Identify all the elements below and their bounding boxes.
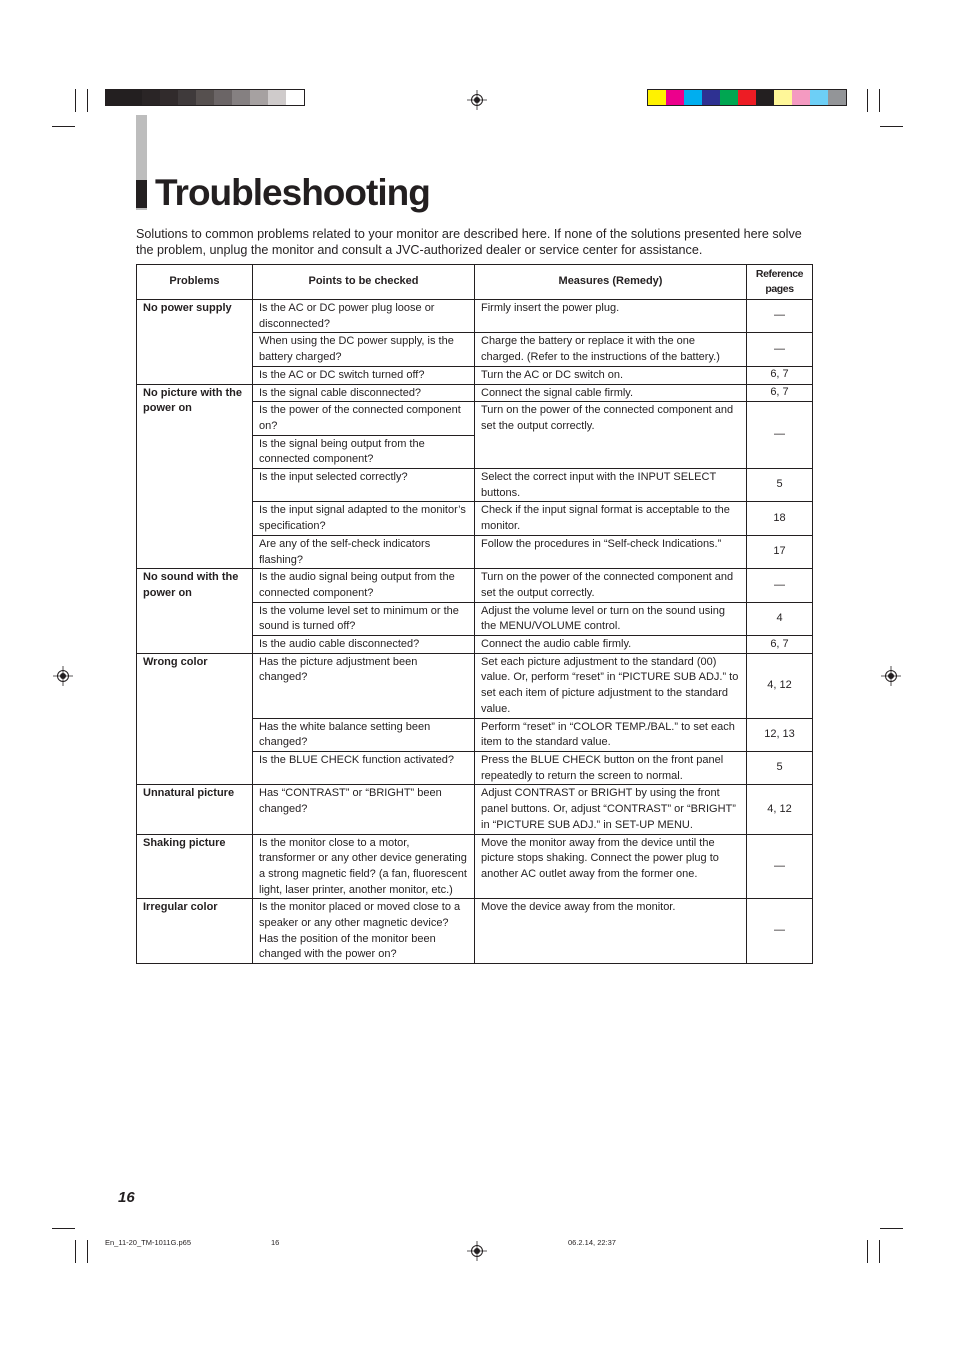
measure-cell: Connect the audio cable firmly. <box>475 636 747 654</box>
reference-cell: 4 <box>747 602 813 635</box>
point-cell: When using the DC power supply, is the battery charged? <box>253 333 475 366</box>
page-number: 16 <box>118 1189 135 1206</box>
reference-cell: — <box>747 300 813 333</box>
grayscale-swatch <box>178 90 196 105</box>
grayscale-swatch <box>106 90 124 105</box>
grayscale-swatch <box>214 90 232 105</box>
reference-cell: 6, 7 <box>747 636 813 654</box>
crop-mark <box>75 1240 76 1263</box>
color-swatch <box>648 90 666 105</box>
page-title: Troubleshooting <box>155 172 430 213</box>
crop-mark <box>52 126 75 127</box>
measure-cell: Perform “reset” in “COLOR TEMP./BAL.” to set each item to the standard value. <box>475 718 747 751</box>
reference-cell: — <box>747 333 813 366</box>
problem-cell: Unnatural picture <box>137 785 253 834</box>
problem-cell: Irregular color <box>137 899 253 964</box>
measure-cell: Charge the battery or replace it with the one charged. (Refer to the instructions of the battery.) <box>475 333 747 366</box>
table-row <box>137 384 813 402</box>
reference-cell: — <box>747 569 813 602</box>
column-header-measures: Measures (Remedy) <box>475 265 747 300</box>
reference-cell: — <box>747 402 813 469</box>
point-cell: Is the signal being output from the connected component? <box>253 435 475 468</box>
point-cell: Is the BLUE CHECK function activated? <box>253 751 475 784</box>
footer-timestamp: 06.2.14, 22:37 <box>568 1238 616 1247</box>
grayscale-swatch <box>160 90 178 105</box>
grayscale-calibration-bar <box>105 89 305 106</box>
measure-cell: Turn on the power of the connected component and set the output correctly. <box>475 402 747 469</box>
measure-cell: Turn on the power of the connected component and set the output correctly. <box>475 569 747 602</box>
point-cell: Has “CONTRAST” or “BRIGHT” been changed? <box>253 785 475 834</box>
reference-cell: 18 <box>747 502 813 535</box>
point-cell: Is the monitor close to a motor, transformer or any other device generating a strong magnetic field? (a fan, fluorescent light, laser printer, another monitor, etc.) <box>253 834 475 899</box>
grayscale-swatch <box>196 90 214 105</box>
troubleshooting-table <box>136 264 813 964</box>
reference-cell: 6, 7 <box>747 384 813 402</box>
measure-cell: Select the correct input with the INPUT SELECT buttons. <box>475 469 747 502</box>
column-header-reference: Reference pages <box>747 265 813 300</box>
color-swatch <box>720 90 738 105</box>
problem-cell: Wrong color <box>137 653 253 785</box>
registration-mark-icon <box>881 666 901 686</box>
crop-mark <box>75 89 76 112</box>
title-block-marker <box>136 180 147 208</box>
grayscale-swatch <box>232 90 250 105</box>
grayscale-swatch <box>142 90 160 105</box>
point-cell: Is the input selected correctly? <box>253 469 475 502</box>
measure-cell: Firmly insert the power plug. <box>475 300 747 333</box>
color-calibration-bar <box>647 89 847 106</box>
intro-paragraph: Solutions to common problems related to your monitor are described here. If none of the solutions presented here solve the problem, unplug the monitor and consult a JVC-authorized dealer or service center for assistance. <box>136 227 802 257</box>
registration-mark-icon <box>467 90 487 110</box>
point-cell: Is the AC or DC switch turned off? <box>253 366 475 384</box>
point-cell: Is the volume level set to minimum or the sound is turned off? <box>253 602 475 635</box>
point-cell: Is the input signal adapted to the monitor’s specification? <box>253 502 475 535</box>
crop-mark <box>867 89 868 112</box>
crop-mark <box>87 1240 88 1263</box>
color-swatch <box>666 90 684 105</box>
measure-cell: Set each picture adjustment to the standard (00) value. Or, perform “reset” in “PICTURE SUB ADJ.” to set each item of picture adjustment to the standard value. <box>475 653 747 718</box>
crop-mark <box>52 1228 75 1229</box>
measure-cell: Move the device away from the monitor. <box>475 899 747 964</box>
table-row <box>137 300 813 333</box>
table-row <box>137 569 813 602</box>
crop-mark <box>87 89 88 112</box>
reference-cell: — <box>747 834 813 899</box>
problem-cell: No power supply <box>137 300 253 385</box>
point-cell: Has the white balance setting been changed? <box>253 718 475 751</box>
registration-mark-icon <box>53 666 73 686</box>
point-cell: Is the AC or DC power plug loose or disconnected? <box>253 300 475 333</box>
measure-cell: Adjust CONTRAST or BRIGHT by using the front panel buttons. Or, adjust “CONTRAST” or “BRIGHT” in “PICTURE SUB ADJ.” in SET-UP MENU. <box>475 785 747 834</box>
grayscale-swatch <box>286 90 304 105</box>
reference-cell: 4, 12 <box>747 785 813 834</box>
problem-cell: No sound with the power on <box>137 569 253 654</box>
registration-mark-icon <box>467 1241 487 1261</box>
reference-cell: 17 <box>747 535 813 568</box>
problem-cell: No picture with the power on <box>137 384 253 569</box>
crop-mark <box>880 1228 903 1229</box>
column-header-problems: Problems <box>137 265 253 300</box>
point-cell: Is the monitor placed or moved close to a speaker or any other magnetic device? Has the position of the monitor been changed with the power on? <box>253 899 475 964</box>
color-swatch <box>756 90 774 105</box>
color-swatch <box>738 90 756 105</box>
measure-cell: Check if the input signal format is acceptable to the monitor. <box>475 502 747 535</box>
measure-cell: Adjust the volume level or turn on the sound using the MENU/VOLUME control. <box>475 602 747 635</box>
column-header-points: Points to be checked <box>253 265 475 300</box>
crop-mark <box>867 1240 868 1263</box>
table-row <box>137 785 813 834</box>
color-swatch <box>810 90 828 105</box>
point-cell: Is the power of the connected component on? <box>253 402 475 435</box>
table-header-row <box>137 265 813 300</box>
measure-cell: Follow the procedures in “Self-check Indications.” <box>475 535 747 568</box>
measure-cell: Connect the signal cable firmly. <box>475 384 747 402</box>
grayscale-swatch <box>124 90 142 105</box>
point-cell: Is the audio signal being output from the connected component? <box>253 569 475 602</box>
measure-cell: Turn the AC or DC switch on. <box>475 366 747 384</box>
grayscale-swatch <box>268 90 286 105</box>
point-cell: Are any of the self-check indicators flashing? <box>253 535 475 568</box>
grayscale-swatch <box>250 90 268 105</box>
reference-cell: 5 <box>747 469 813 502</box>
color-swatch <box>828 90 846 105</box>
color-swatch <box>792 90 810 105</box>
color-swatch <box>702 90 720 105</box>
crop-mark <box>880 126 903 127</box>
point-cell: Is the audio cable disconnected? <box>253 636 475 654</box>
table-row <box>137 899 813 964</box>
point-cell: Has the picture adjustment been changed? <box>253 653 475 718</box>
footer-file-name: En_11-20_TM-1011G.p65 <box>105 1238 192 1247</box>
reference-cell: 4, 12 <box>747 653 813 718</box>
color-swatch <box>684 90 702 105</box>
color-swatch <box>774 90 792 105</box>
footer-page: 16 <box>271 1238 280 1247</box>
reference-cell: 5 <box>747 751 813 784</box>
table-row <box>137 834 813 899</box>
table-row <box>137 653 813 718</box>
problem-cell: Shaking picture <box>137 834 253 899</box>
reference-cell: 6, 7 <box>747 366 813 384</box>
point-cell: Is the signal cable disconnected? <box>253 384 475 402</box>
measure-cell: Move the monitor away from the device until the picture stops shaking. Connect the power plug to another AC outlet away from the former one. <box>475 834 747 899</box>
crop-mark <box>879 89 880 112</box>
crop-mark <box>879 1240 880 1263</box>
reference-cell: 12, 13 <box>747 718 813 751</box>
measure-cell: Press the BLUE CHECK button on the front panel repeatedly to return the screen to normal. <box>475 751 747 784</box>
reference-cell: — <box>747 899 813 964</box>
